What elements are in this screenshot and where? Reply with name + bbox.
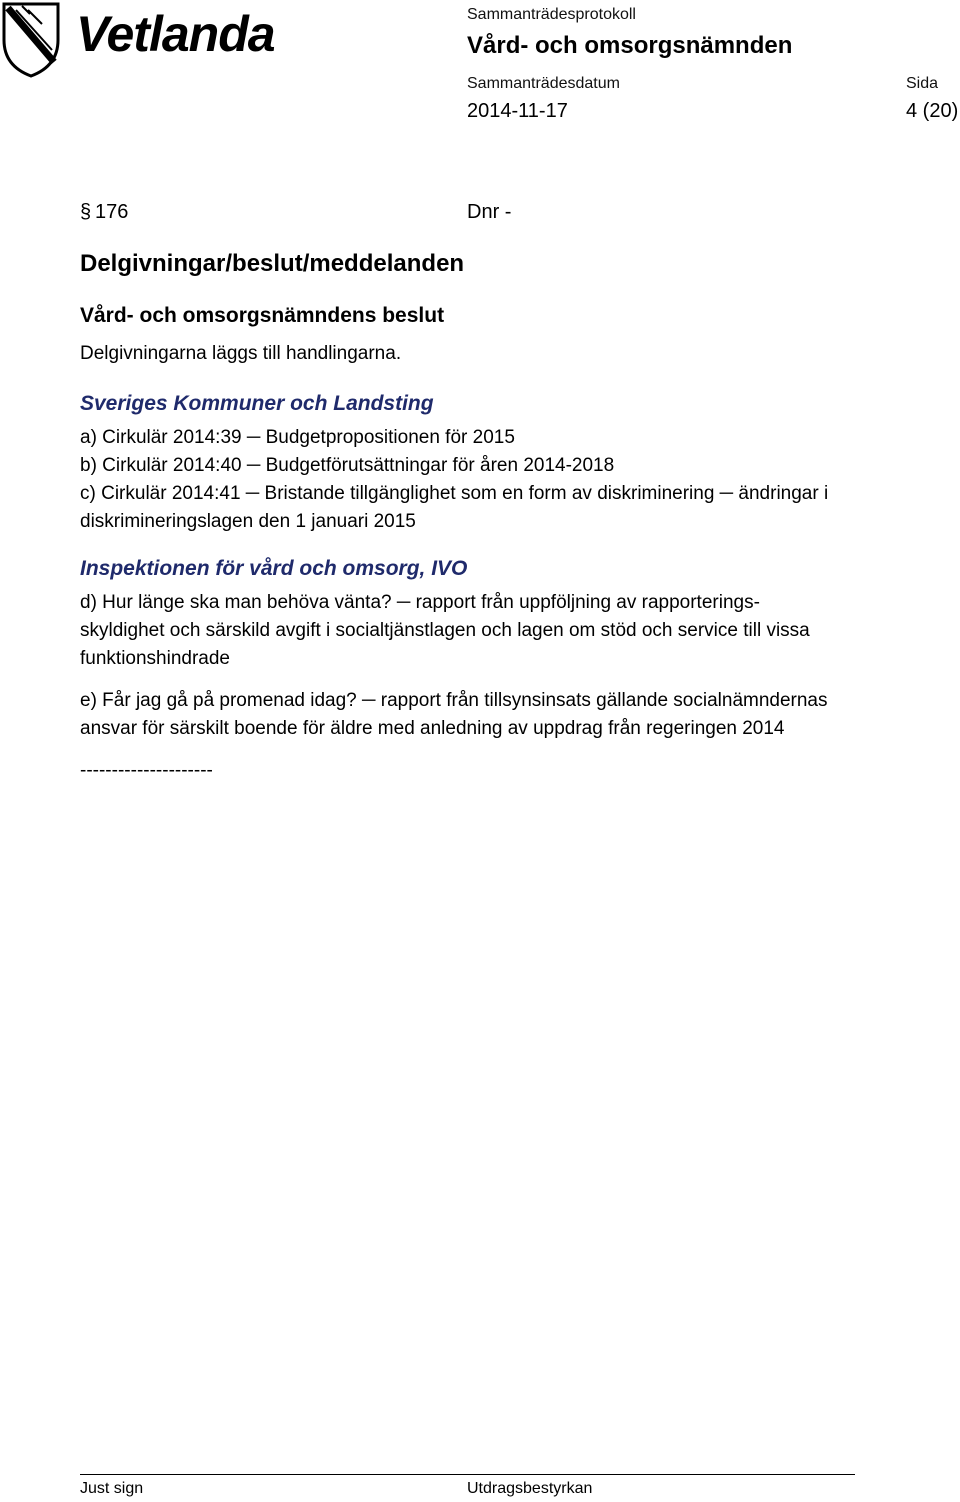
just-sign-label: Just sign bbox=[80, 1480, 144, 1497]
ivo-item-d-line2: skyldighet och särskild avgift i socialtjänstlagen och lagen om stöd och service till vissa bbox=[80, 620, 810, 641]
ivo-item-d-line3: funktionshindrade bbox=[80, 648, 230, 669]
date-label: Sammanträdesdatum bbox=[467, 75, 620, 92]
ivo-heading: Inspektionen för vård och omsorg, IVO bbox=[80, 557, 468, 580]
skl-item-a: a) Cirkulär 2014:39 ─ Budgetpropositionen för 2015 bbox=[80, 427, 515, 448]
section-number: 176 bbox=[95, 201, 129, 223]
ivo-item-e-line1: e) Får jag gå på promenad idag? ─ rapport från tillsynsinsats gällande socialnämndernas bbox=[80, 690, 828, 711]
decision-text: Delgivningarna läggs till handlingarna. bbox=[80, 343, 402, 364]
page-number: 4 (20) bbox=[906, 100, 959, 122]
committee-title: Vård- och omsorgsnämnden bbox=[467, 32, 793, 59]
dnr: Dnr - bbox=[467, 201, 512, 223]
skl-item-c: c) Cirkulär 2014:41 ─ Bristande tillgänglighet som en form av diskriminering ─ ändringar i bbox=[80, 483, 829, 504]
coat-of-arms-logo bbox=[0, 0, 62, 78]
doc-type: Sammanträdesprotokoll bbox=[467, 6, 636, 23]
separator-dashes: --------------------- bbox=[80, 760, 213, 781]
paragraph-symbol: § bbox=[80, 201, 92, 223]
decision-heading: Vård- och omsorgsnämndens beslut bbox=[80, 304, 445, 327]
skl-heading: Sveriges Kommuner och Landsting bbox=[80, 392, 434, 415]
page-label: Sida bbox=[906, 75, 939, 92]
skl-item-b: b) Cirkulär 2014:40 ─ Budgetförutsättningar för åren 2014-2018 bbox=[80, 455, 615, 476]
ivo-item-d-line1: d) Hur länge ska man behöva vänta? ─ rapport från uppföljning av rapporterings- bbox=[80, 592, 760, 613]
section-title: Delgivningar/beslut/meddelanden bbox=[80, 250, 465, 277]
ivo-item-e-line2: ansvar för särskilt boende för äldre med anledning av uppdrag från regeringen 2014 bbox=[80, 718, 785, 739]
meeting-date: 2014-11-17 bbox=[467, 100, 568, 122]
extract-certification-label: Utdragsbestyrkan bbox=[467, 1480, 593, 1497]
footer-rule bbox=[80, 1474, 855, 1475]
logo-wordmark: Vetlanda bbox=[76, 6, 275, 62]
skl-item-c-cont: diskrimineringslagen den 1 januari 2015 bbox=[80, 511, 416, 532]
